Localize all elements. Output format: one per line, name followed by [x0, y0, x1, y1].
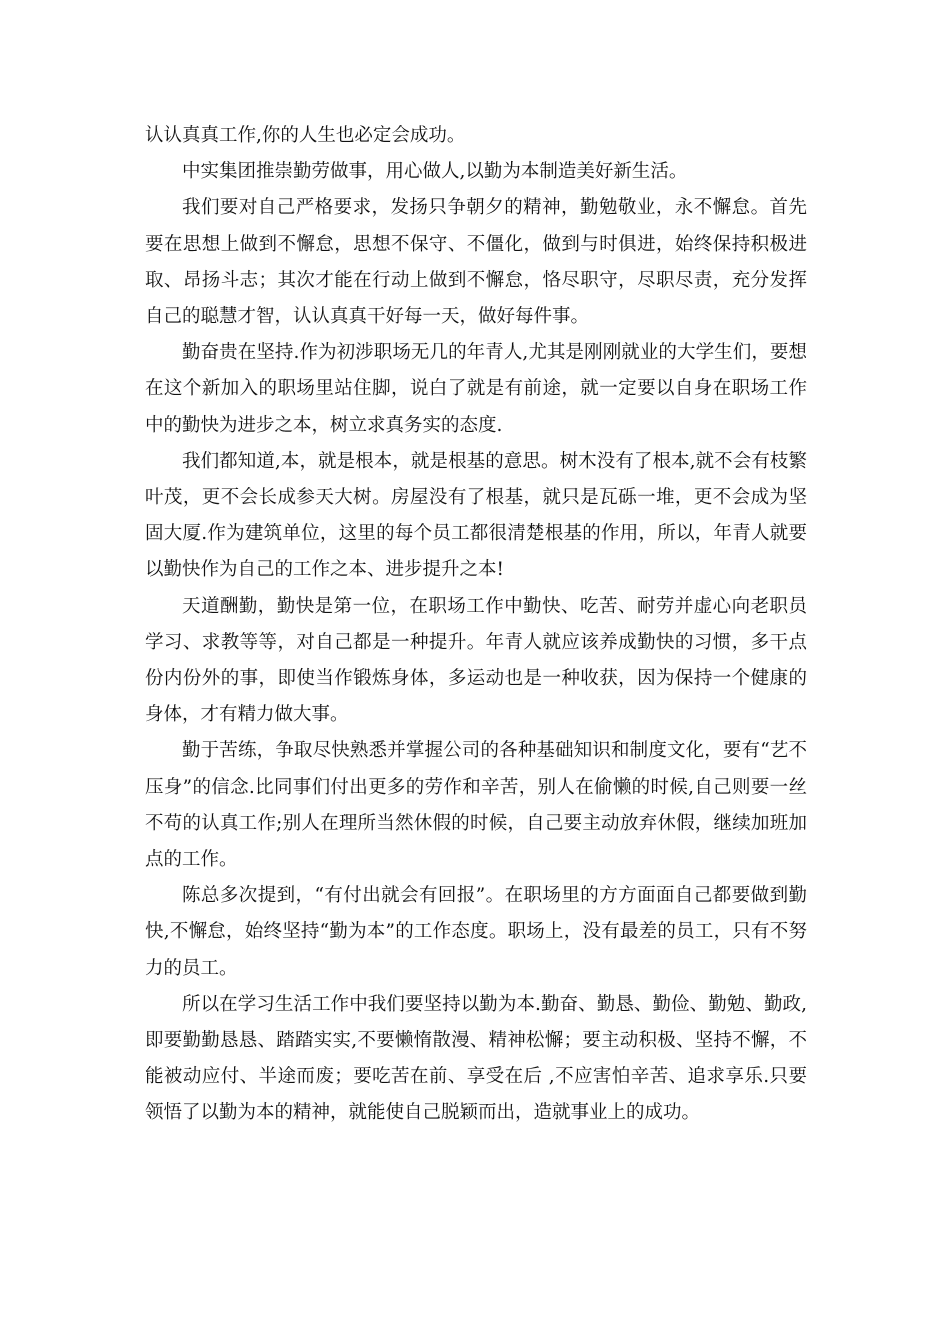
paragraph: 所以在学习生活工作中我们要坚持以勤为本.勤奋、勤恳、勤俭、勤勉、勤政,即要勤勤恳恳、踏踏实实,不要懒惰散漫、精神松懈；要主动积极、坚持不懈，不能被动应付、半途而废；要吃苦在前、享受在后 ,不应害怕辛苦、追求享乐.只要领悟了以勤为本的精神，就能使自己脱颖而出，造就事业上的成功。 [145, 993, 807, 1124]
paragraph: 我们要对自己严格要求，发扬只争朝夕的精神，勤勉敬业，永不懈怠。首先要在思想上做到不懈怠，思想不保守、不僵化，做到与时俱进，始终保持积极进取、昂扬斗志；其次才能在行动上做到不懈怠，恪尽职守，尽职尽责，充分发挥自己的聪慧才智，认认真真干好每一天，做好每件事。 [145, 197, 807, 328]
paragraph-continuation: 认认真真工作,你的人生也必定会成功。 [145, 125, 466, 146]
document-body [145, 118, 807, 1132]
paragraph: 勤奋贵在坚持.作为初涉职场无几的年青人,尤其是刚刚就业的大学生们，要想在这个新加入的职场里站住脚，说白了就是有前途，就一定要以自身在职场工作中的勤快为进步之本，树立求真务实的态度. [145, 342, 807, 436]
paragraph: 陈总多次提到，“有付出就会有回报”。在职场里的方方面面自己都要做到勤快,不懈怠，始终坚持“勤为本”的工作态度。职场上，没有最差的员工，只有不努力的员工。 [145, 885, 807, 979]
paragraph: 中实集团推崇勤劳做事，用心做人,以勤为本制造美好新生活。 [182, 161, 688, 183]
paragraph: 天道酬勤，勤快是第一位，在职场工作中勤快、吃苦、耐劳并虚心向老职员学习、求教等等，对自己都是一种提升。年青人就应该养成勤快的习惯，多干点份内份外的事，即使当作锻炼身体，多运动也是一种收获，因为保持一个健康的身体，才有精力做大事。 [145, 595, 807, 726]
paragraph: 我们都知道,本，就是根本，就是根基的意思。树木没有了根本,就不会有枝繁叶茂，更不会长成参天大树。房屋没有了根基，就只是瓦砾一堆，更不会成为坚固大厦.作为建筑单位，这里的每个员工都很清楚根基的作用，所以，年青人就要以勤快作为自己的工作之本、进步提升之本! [145, 450, 807, 581]
paragraph: 勤于苦练，争取尽快熟悉并掌握公司的各种基础知识和制度文化，要有“艺不压身”的信念.比同事们付出更多的劳作和辛苦，别人在偷懒的时候,自己则要一丝不苟的认真工作;别人在理所当然休假的时候，自己要主动放弃休假，继续加班加点的工作。 [145, 740, 807, 871]
